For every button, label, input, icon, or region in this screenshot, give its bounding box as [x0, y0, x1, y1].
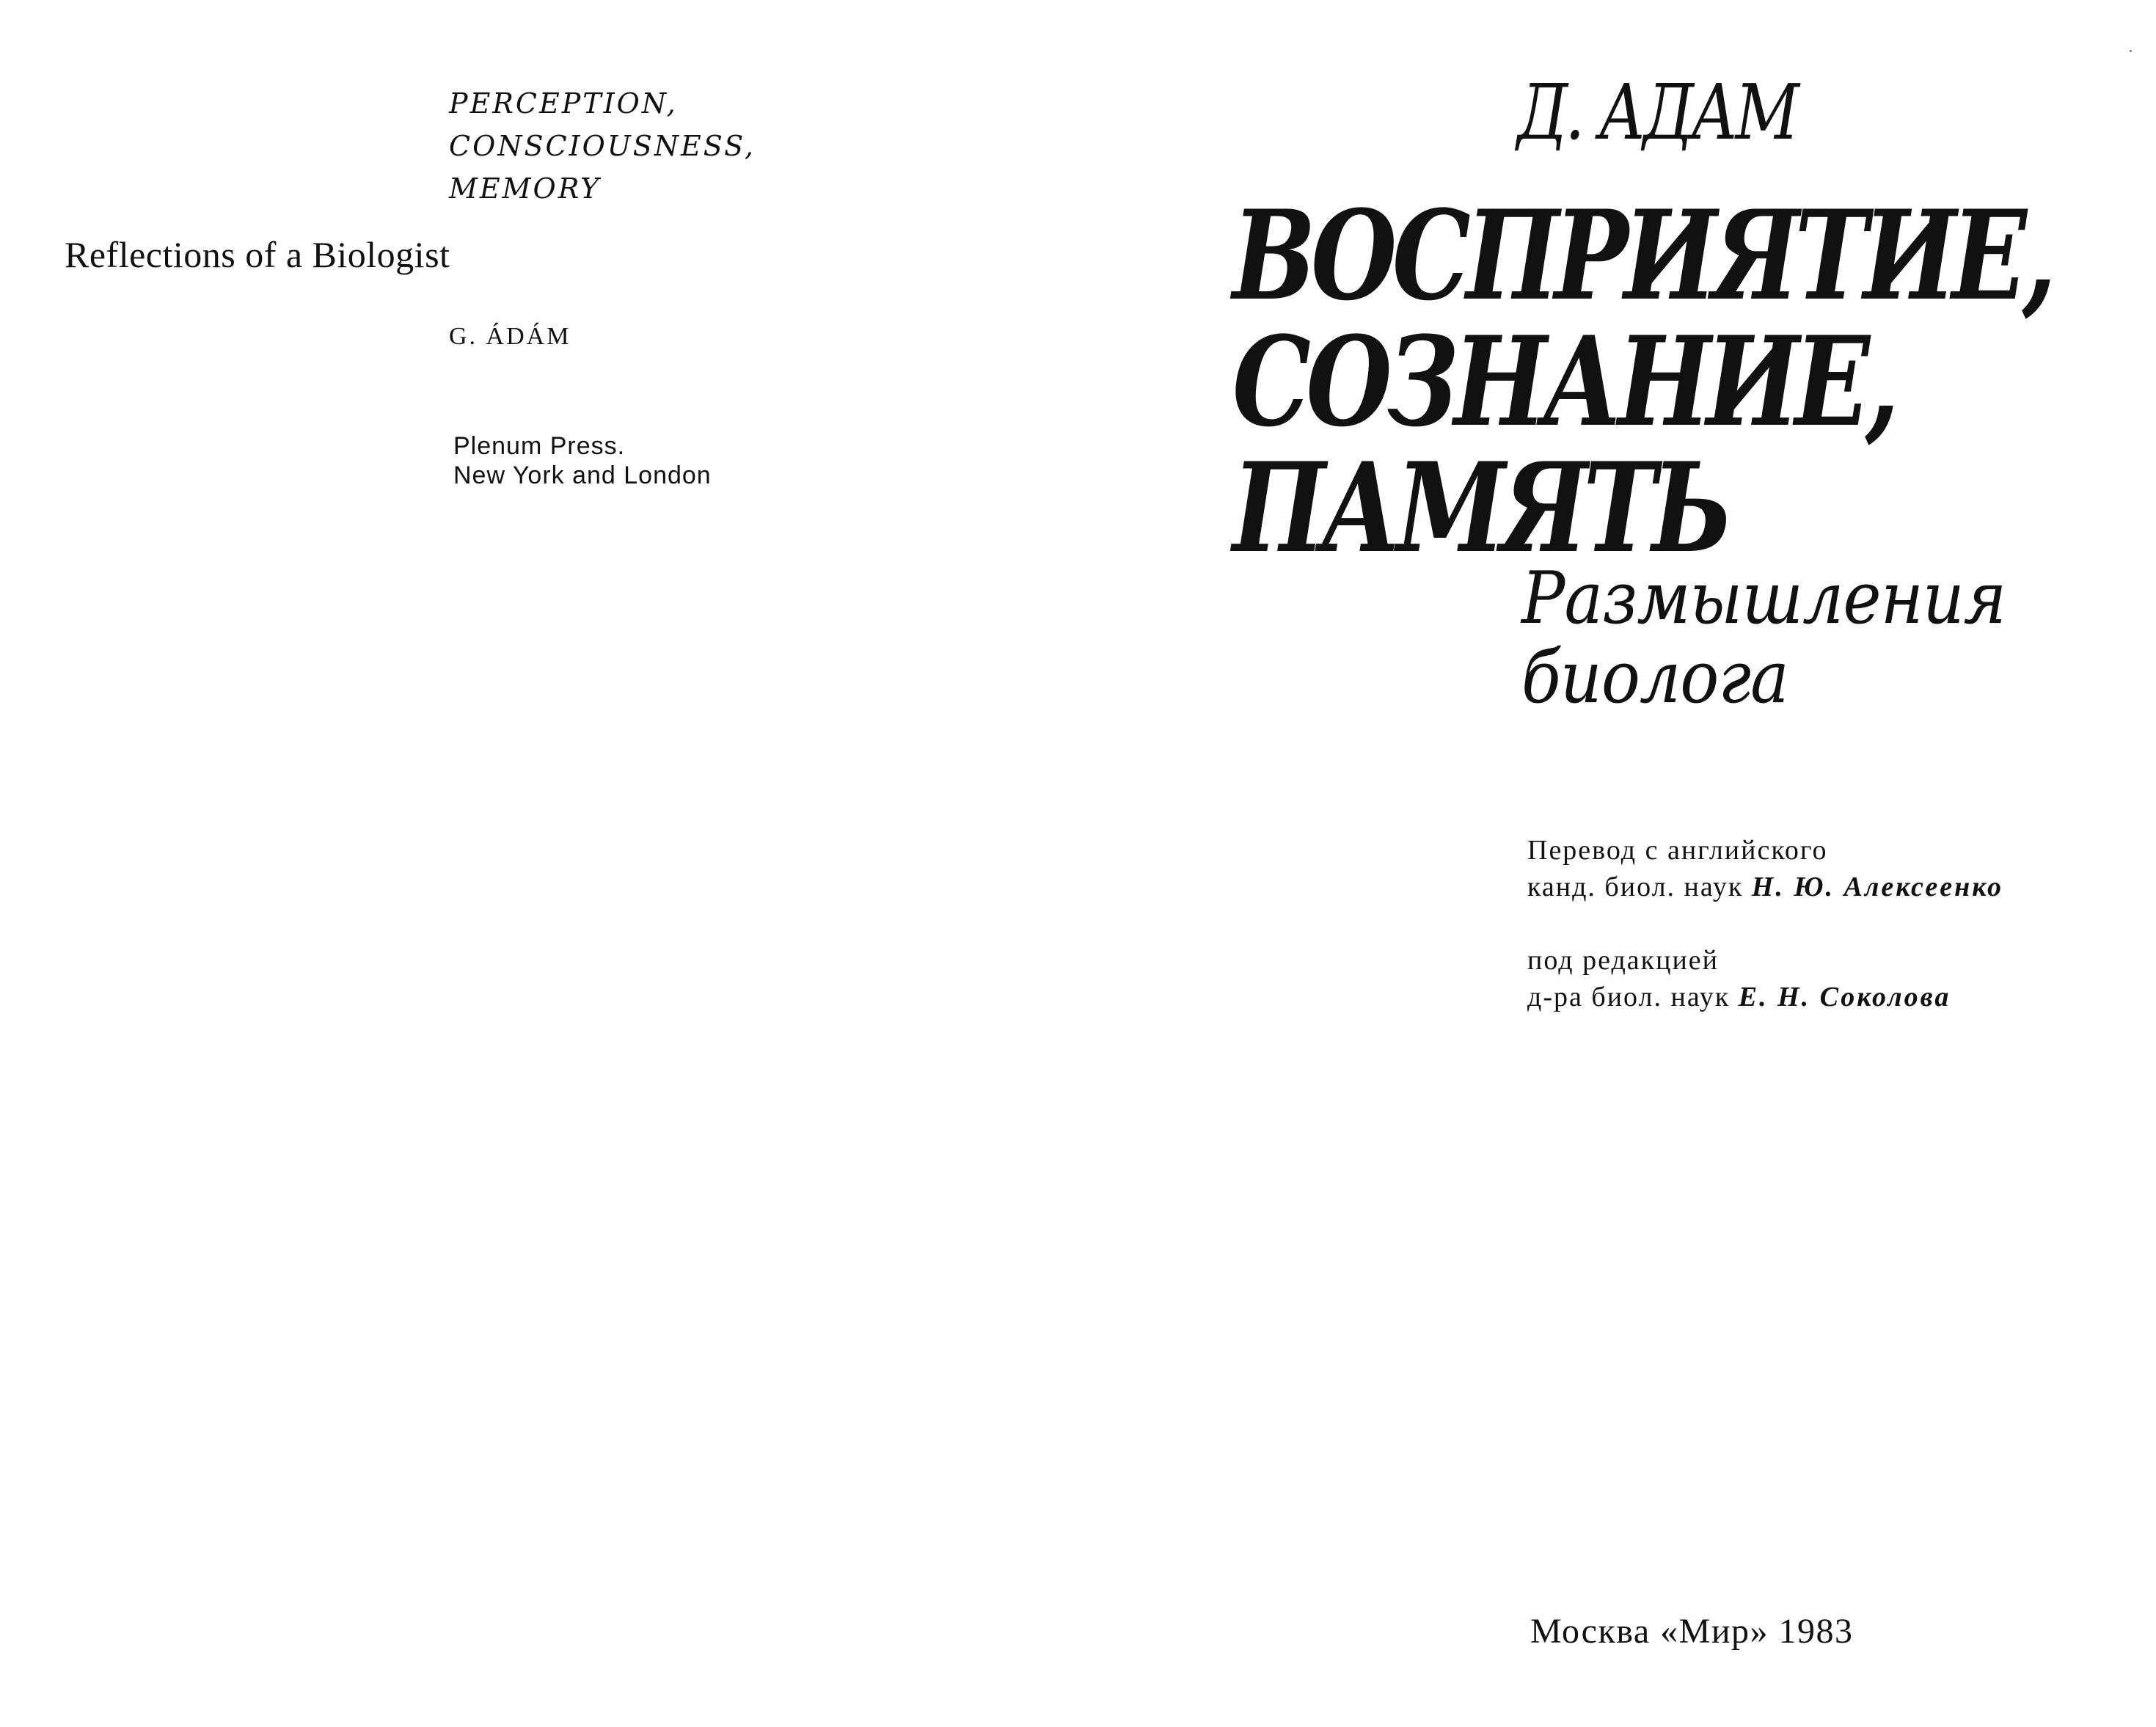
english-publisher — [453, 431, 712, 490]
russian-title-line: ВОСПРИЯТИЕ, — [1232, 183, 2053, 328]
editor-name: Е. Н. Соколова — [1738, 982, 1951, 1012]
english-title — [449, 82, 756, 210]
translator-line — [1527, 869, 2003, 905]
publisher-line: Plenum Press. — [453, 432, 626, 460]
russian-title-line: ПАМЯТЬ — [1232, 435, 1729, 580]
english-author: G. ÁDÁM — [449, 323, 571, 350]
translator-degree: канд. биол. наук — [1527, 872, 1752, 902]
russian-subtitle — [1521, 559, 2006, 718]
english-title-line: PERCEPTION, — [449, 87, 678, 120]
russian-subtitle-line: биолога — [1521, 636, 1788, 720]
translation-credit — [1527, 832, 2003, 905]
english-subtitle: Reflections of a Biologist — [65, 234, 450, 275]
translation-line: Перевод с английского — [1527, 835, 1828, 866]
editor-credit — [1527, 942, 1951, 1015]
english-title-line: MEMORY — [449, 172, 602, 205]
english-title-line: CONSCIOUSNESS, — [449, 130, 756, 162]
publisher-line: New York and London — [453, 461, 712, 489]
editor-line: под редакцией — [1527, 945, 1719, 976]
translator-name: Н. Ю. Алексеенко — [1751, 872, 2004, 902]
russian-author: Д. АДАМ — [1517, 67, 1797, 157]
print-speck — [2130, 50, 2132, 52]
imprint: Москва «Мир» 1983 — [1530, 1612, 1854, 1651]
russian-title — [1232, 183, 2053, 580]
editor-name-line — [1527, 979, 1951, 1015]
russian-title-line: СОЗНАНИЕ, — [1232, 309, 1896, 454]
editor-degree: д-ра биол. наук — [1527, 982, 1739, 1012]
russian-subtitle-line: Размышления — [1521, 557, 2006, 640]
